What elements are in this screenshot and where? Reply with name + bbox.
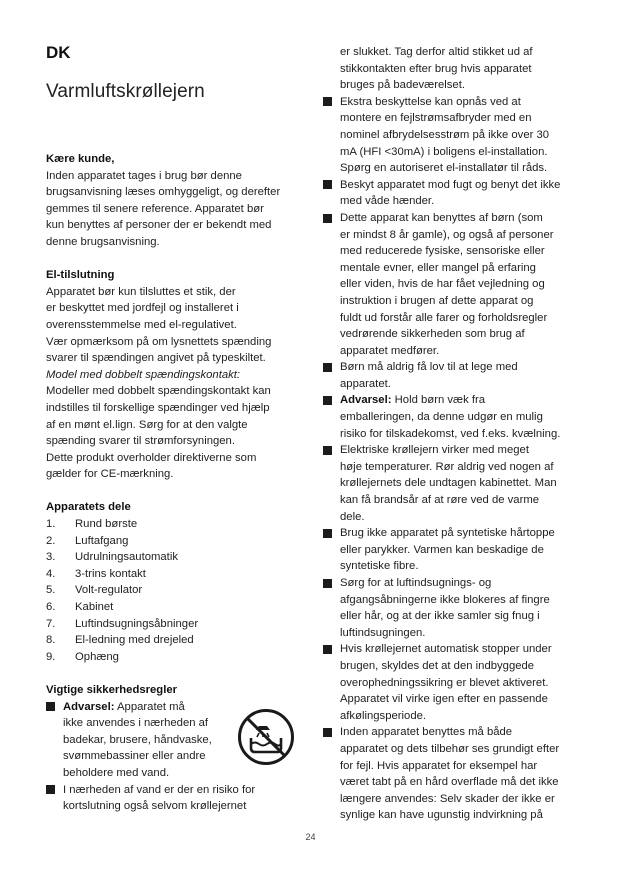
item-line: kan få brandsår af at røre ved de varme xyxy=(340,494,540,507)
item-line: I nærheden af vand er der en risiko for xyxy=(63,783,256,796)
item-line: Sørg for at luftindsugnings- og xyxy=(340,577,492,589)
bullet-square-icon xyxy=(323,180,332,189)
electric-section xyxy=(46,267,296,483)
warning-text: Apparatet må xyxy=(114,700,185,713)
item-line: fuldt ud forstår alle farer og forholdsregler xyxy=(340,311,548,324)
item-line: Ekstra beskyttelse kan opnås ved at xyxy=(340,95,521,108)
bullet-square-icon xyxy=(323,396,332,405)
item-line: Elektriske krøllejern virker med meget xyxy=(340,444,529,457)
greeting-heading: Kære kunde, xyxy=(46,153,115,165)
list-item xyxy=(323,392,577,442)
list-item xyxy=(46,616,296,633)
list-item xyxy=(323,442,577,525)
bullet-square-icon xyxy=(323,363,332,372)
warning-text: Hold børn væk fra xyxy=(391,394,486,407)
item-line: luftindsugningen. xyxy=(340,626,426,639)
item-label: 3-trins kontakt xyxy=(75,567,146,580)
item-number: 7. xyxy=(46,617,56,630)
item-number: 2. xyxy=(46,534,56,547)
list-item xyxy=(323,525,577,575)
electric-line: spænding svarer til strømforsyningen. xyxy=(46,435,235,448)
item-label: Luftafgang xyxy=(75,534,129,547)
warning-line: badekar, brusere, håndvaske, xyxy=(63,733,212,746)
no-bath-water-icon xyxy=(237,708,295,766)
electric-line: svarer til spændingen angivet på typeskiltet. xyxy=(46,352,266,365)
bullet-square-icon xyxy=(323,214,332,223)
item-label: Volt-regulator xyxy=(75,584,143,597)
bullet-square-icon xyxy=(323,579,332,588)
item-line: høje temperaturer. Rør aldrig ved nogen af xyxy=(340,460,554,473)
bullet-square-icon xyxy=(323,529,332,538)
electric-line: gælder for CE-mærkning. xyxy=(46,468,174,481)
parts-heading: Apparatets dele xyxy=(46,501,131,514)
list-item xyxy=(46,566,296,583)
greeting-section xyxy=(46,151,296,251)
item-line: syntetiske fibre. xyxy=(340,560,419,573)
electric-line: er beskyttet med jordfejl og installeret i xyxy=(46,302,239,315)
item-line: for fejl. Hvis apparatet for eksempel har xyxy=(340,759,538,772)
list-item xyxy=(46,632,296,649)
item-label: El-ledning med drejeled xyxy=(75,634,194,647)
item-label: Ophæng xyxy=(75,650,119,663)
item-number: 5. xyxy=(46,584,56,597)
item-line: eller parykker. Varmen kan beskadige de xyxy=(340,543,544,556)
warning-label: Advarsel: xyxy=(340,394,392,407)
item-line: Beskyt apparatet mod fugt og benyt det ikke xyxy=(340,178,561,191)
safety-list-continued xyxy=(323,94,577,824)
item-line: overophedningssikring er blevet aktiveret. xyxy=(340,676,549,689)
electric-line: Dette produkt overholder direktiverne som xyxy=(46,451,257,464)
item-line: med våde hænder. xyxy=(340,195,435,208)
continued-line: bruges på badeværelset. xyxy=(340,79,465,92)
electric-line: Apparatet bør kun tilsluttes et stik, der xyxy=(46,285,236,298)
item-line: kortslutning også selvom krøllejernet xyxy=(63,800,247,813)
item-number: 6. xyxy=(46,601,56,614)
list-item xyxy=(46,599,296,616)
list-item xyxy=(323,724,577,824)
bullet-square-icon xyxy=(323,97,332,106)
item-line: apparatet og dets tilbehør ses grundigt efter xyxy=(340,742,560,755)
item-line: mentale evner, eller mangel på erfaring xyxy=(340,261,536,274)
list-item xyxy=(46,516,296,533)
list-item xyxy=(323,575,577,641)
item-number: 9. xyxy=(46,650,56,663)
bullet-square-icon xyxy=(323,645,332,654)
bullet-square-icon xyxy=(323,446,332,455)
dual-voltage-subheading: Model med dobbelt spændingskontakt: xyxy=(46,368,241,381)
item-line: vedrørende sikkerheden som brug af xyxy=(340,328,525,341)
list-item xyxy=(46,549,296,566)
bullet-square-icon xyxy=(323,728,332,737)
list-item xyxy=(323,177,577,210)
item-line: Brug ikke apparatet på syntetiske hårtoppe xyxy=(340,527,555,540)
language-code: DK xyxy=(46,43,71,62)
item-line: synlige kan have ugunstig indvirkning på xyxy=(340,809,543,822)
bullet-square-icon xyxy=(46,702,55,711)
greeting-line: denne brugsanvisning. xyxy=(46,235,160,248)
item-line: dele. xyxy=(340,510,365,523)
item-line: nominel afbrydelsesstrøm på ikke over 30 xyxy=(340,128,550,141)
item-number: 3. xyxy=(46,551,56,564)
item-line: er mindst 8 år gamle), og også af personer xyxy=(340,228,554,241)
list-item xyxy=(46,782,296,815)
item-line: afgangsåbningerne ikke blokeres af fingre xyxy=(340,593,550,606)
item-label: Rund børste xyxy=(75,518,138,531)
warning-label: Advarsel: xyxy=(63,700,115,713)
item-number: 8. xyxy=(46,634,56,647)
greeting-line: gemmes til senere reference. Apparatet bør xyxy=(46,202,264,215)
item-line: Dette apparat kan benyttes af børn (som xyxy=(340,211,543,224)
item-line: mA (HFI <30mA) i boligens el-installation. xyxy=(340,145,548,158)
item-label: Luftindsugningsåbninger xyxy=(75,617,199,630)
item-line: Hvis krøllejernet automatisk stopper under xyxy=(340,643,552,656)
item-line: apparatet medfører. xyxy=(340,344,440,357)
item-number: 4. xyxy=(46,567,56,580)
electric-line: indstilles til forskellige spændinger ved hjælp xyxy=(46,401,270,414)
item-number: 1. xyxy=(46,518,56,531)
warning-line: ikke anvendes i nærheden af xyxy=(63,717,209,730)
item-line: risiko for tilskadekomst, ved f.eks. kvælning. xyxy=(340,427,561,440)
list-item xyxy=(323,359,577,392)
item-line: Apparatet vil virke igen efter en passende xyxy=(340,693,548,706)
item-line: montere en fejlstrømsafbryder med en xyxy=(340,112,532,125)
right-column xyxy=(323,44,577,824)
warning-line: svømmebassiner eller andre xyxy=(63,750,206,763)
list-item xyxy=(46,582,296,599)
safety-heading: Vigtige sikkerhedsregler xyxy=(46,684,178,696)
continued-line: stikkontakten efter brug hvis apparatet xyxy=(340,62,532,75)
item-label: Kabinet xyxy=(75,601,114,614)
item-line: Spørg en autoriseret el-installatør til råds. xyxy=(340,162,548,175)
list-item xyxy=(46,533,296,550)
list-item xyxy=(323,94,577,177)
electric-line: af en mønt el.lign. Sørg for at den valgte xyxy=(46,418,248,431)
electric-line: Modeller med dobbelt spændingskontakt kan xyxy=(46,385,271,398)
item-line: eller hår, og at der ikke samler sig fnug i xyxy=(340,610,540,623)
item-line: eller viden, hvis de har fået vejledning og xyxy=(340,278,545,291)
greeting-line: Inden apparatet tages i brug bør denne xyxy=(46,169,242,182)
list-item xyxy=(323,641,577,724)
item-line: afkølingsperiode. xyxy=(340,709,427,722)
item-line: krøllejernets dele undtagen kabinettet. Man xyxy=(340,477,557,490)
item-line: Børn må aldrig få lov til at lege med xyxy=(340,361,518,374)
item-line: længere anvendes: Selv skader der ikke er xyxy=(340,792,555,805)
bullet-square-icon xyxy=(46,785,55,794)
page-number: 24 xyxy=(305,832,316,842)
electric-line: overensstemmelse med el-regulativet. xyxy=(46,318,237,331)
greeting-line: kun benyttes af personer der er bekendt med xyxy=(46,219,272,232)
parts-list xyxy=(46,516,296,665)
electric-line: Vær opmærksom på om lysnettets spænding xyxy=(46,335,272,348)
item-line: været tabt på en hård overflade må det ikke xyxy=(340,776,559,789)
item-line: Inden apparatet benyttes må både xyxy=(340,726,513,739)
item-line: apparatet. xyxy=(340,377,391,390)
item-label: Udrulningsautomatik xyxy=(75,551,178,564)
list-item xyxy=(323,210,577,359)
parts-section xyxy=(46,499,296,665)
greeting-line: brugsanvisning læses omhyggeligt, og derefter xyxy=(46,186,281,199)
continued-line: er slukket. Tag derfor altid stikket ud af xyxy=(340,46,533,58)
item-line: instruktion i brugen af dette apparat og xyxy=(340,294,534,307)
item-line: emballeringen, da denne udgør en mulig xyxy=(340,411,543,424)
warning-line: beholdere med vand. xyxy=(63,766,170,779)
item-line: med reducerede fysiske, sensoriske eller xyxy=(340,245,545,258)
page-title: Varmluftskrøllejern xyxy=(46,81,205,102)
electric-heading: El-tilslutning xyxy=(46,269,115,282)
list-item xyxy=(46,649,296,666)
item-line: brugen, skyldes det at den indbyggede xyxy=(340,659,535,672)
